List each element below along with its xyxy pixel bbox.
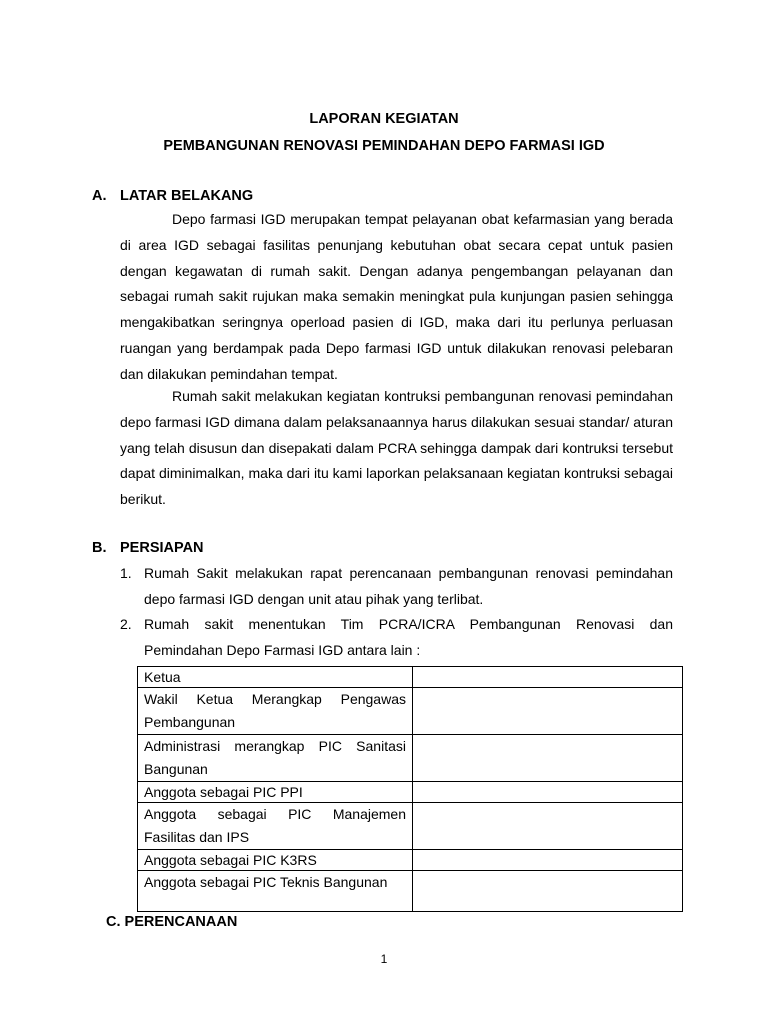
section-c-title: PERENCANAAN: [124, 914, 238, 930]
role-cell: Anggota sebagai PIC Teknis Bangunan: [138, 871, 413, 912]
section-a-paragraph-2: [120, 384, 673, 513]
section-c-marker: C.: [106, 914, 121, 930]
section-b-marker: B.: [92, 540, 107, 556]
section-a-paragraph-1: [120, 207, 673, 388]
name-cell: [413, 850, 683, 871]
name-cell: [413, 803, 683, 850]
section-b-title: PERSIAPAN: [120, 540, 204, 556]
page-number: 1: [380, 952, 388, 966]
name-cell: [413, 688, 683, 735]
table-row: [138, 782, 683, 803]
table-row: [138, 803, 683, 850]
table-row: [138, 688, 683, 735]
role-cell: Ketua: [138, 667, 413, 688]
role-cell: Wakil Ketua Merangkap Pengawas Pembangunan: [138, 688, 413, 735]
name-cell: [413, 667, 683, 688]
list-item-text: Rumah Sakit melakukan rapat perencanaan pembangunan renovasi pemindahan depo farmasi IGD dengan unit atau pihak yang terlibat.: [144, 565, 673, 607]
section-a-heading: [92, 188, 253, 204]
section-a-paragraph-2-text: Rumah sakit melakukan kegiatan kontruksi pembangunan renovasi pemindahan depo farmasi IGD dimana dalam pelaksanaannya harus dilakukan sesuai standar/ aturan yang telah disusun dan disepakati dalam PCRA sehingga dampak dari kontruksi tersebut dapat diminimalkan, maka dari itu kami laporkan pelaksanaan kegiatan kontruksi sebagai berikut.: [120, 388, 673, 508]
name-cell: [413, 735, 683, 782]
list-item: [120, 561, 673, 612]
section-b-heading: [92, 540, 204, 556]
team-table: [137, 666, 683, 912]
table-row: [138, 871, 683, 912]
role-cell: Anggota sebagai PIC PPI: [138, 782, 413, 803]
name-cell: [413, 871, 683, 912]
document-subtitle: PEMBANGUNAN RENOVASI PEMINDAHAN DEPO FARMASI IGD: [163, 138, 605, 154]
role-cell: Anggota sebagai PIC Manajemen Fasilitas dan IPS: [138, 803, 413, 850]
section-a-title: LATAR BELAKANG: [120, 188, 254, 204]
role-cell: Administrasi merangkap PIC Sanitasi Bangunan: [138, 735, 413, 782]
list-item: [120, 612, 673, 663]
table-row: [138, 850, 683, 871]
section-a-paragraph-1-text: Depo farmasi IGD merupakan tempat pelayanan obat kefarmasian yang berada di area IGD sebagai fasilitas penunjang kebutuhan obat secara cepat untuk pasien dengan kegawatan di rumah sakit. Dengan adanya pengembangan pelayanan dan sebagai rumah sakit rujukan maka semakin meningkat pula kunjungan pasien sehingga mengakibatkan seringnya operload pasien di IGD, maka dari itu perlunya perluasan ruangan yang berdampak pada Depo farmasi IGD untuk dilakukan renovasi pelebaran dan dilakukan pemindahan tempat.: [120, 211, 673, 382]
section-c-heading: [106, 914, 237, 930]
role-cell: Anggota sebagai PIC K3RS: [138, 850, 413, 871]
table-row: [138, 735, 683, 782]
section-a-marker: A.: [92, 188, 107, 204]
list-item-text: Rumah sakit menentukan Tim PCRA/ICRA Pembangunan Renovasi dan Pemindahan Depo Farmasi IGD antara lain :: [144, 616, 673, 658]
name-cell: [413, 782, 683, 803]
table-row: [138, 667, 683, 688]
document-title: LAPORAN KEGIATAN: [309, 111, 459, 127]
list-item-number: 1.: [120, 565, 132, 581]
list-item-number: 2.: [120, 616, 132, 632]
